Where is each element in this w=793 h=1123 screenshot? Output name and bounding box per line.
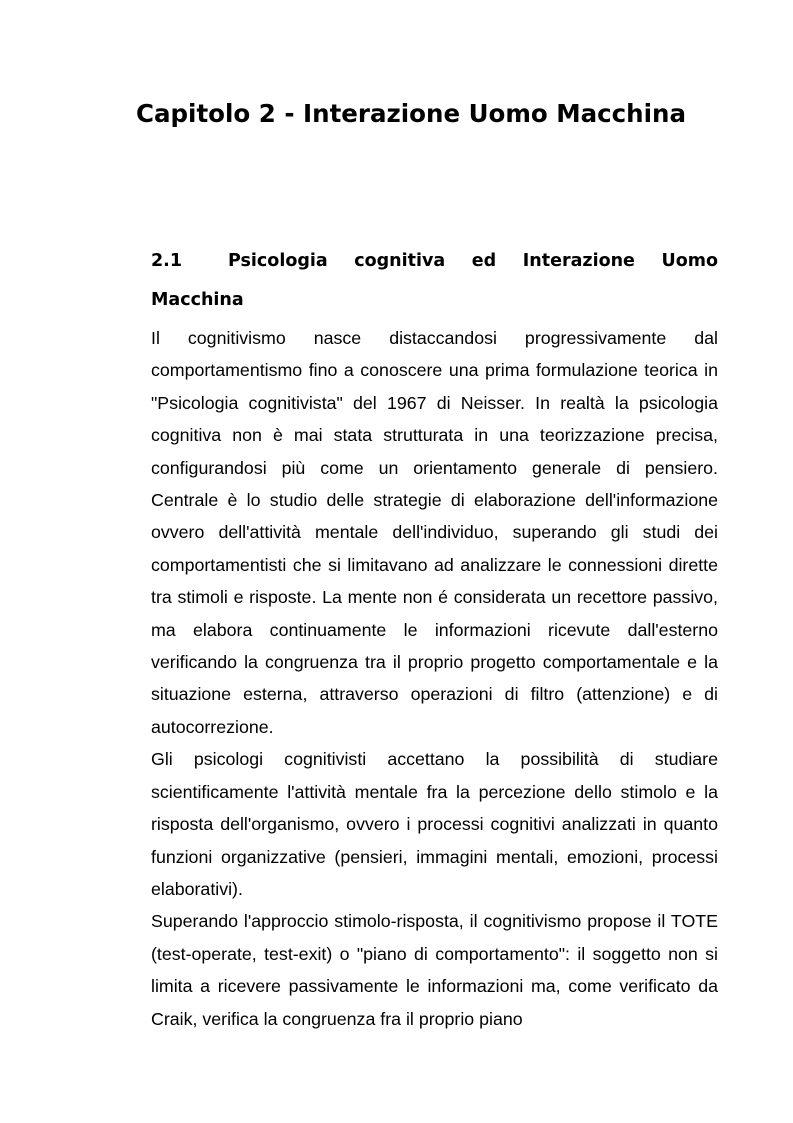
section-heading [151, 242, 718, 320]
chapter-title: Capitolo 2 - Interazione Uomo Macchina [136, 99, 686, 128]
section-body [151, 322, 718, 1035]
paragraph-1: Il cognitivismo nasce distaccandosi progressivamente dal comportamentismo fino a conoscere una prima formulazione teorica in "Psicologia cognitivista" del 1967 di Neisser. In realtà la psicologia cognitiva non è mai stata strutturata in una teorizzazione precisa, configurandosi più come un orientamento generale di pensiero. Centrale è lo studio delle strategie di elaborazione dell'informazione ovvero dell'attività mentale dell'individuo, superando gli studi dei comportamentisti che si limitavano ad analizzare le connessioni dirette tra stimoli e risposte. La mente non é considerata un recettore passivo, ma elabora continuamente le informazioni ricevute dall'esterno verificando la congruenza tra il proprio progetto comportamentale e la situazione esterna, attraverso operazioni di filtro (attenzione) e di autocorrezione. [151, 328, 718, 737]
paragraph-3: Superando l'approccio stimolo-risposta, il cognitivismo propose il TOTE (test-operate, test-exit) o "piano di comportamento": il soggetto non si limita a ricevere passivamente le informazioni ma, come verificato da Craik, verifica la congruenza fra il proprio piano [151, 911, 718, 1029]
section-title: Psicologia cognitiva ed Interazione Uomo Macchina [151, 251, 718, 310]
section-2-1 [151, 242, 718, 1035]
paragraph-2: Gli psicologi cognitivisti accettano la possibilità di studiare scientificamente l'attività mentale fra la percezione dello stimolo e la risposta dell'organismo, ovvero i processi cognitivi analizzati in quanto funzioni organizzative (pensieri, immagini mentali, emozioni, processi elaborativi). [151, 749, 718, 899]
section-number: 2.1 [151, 251, 183, 271]
